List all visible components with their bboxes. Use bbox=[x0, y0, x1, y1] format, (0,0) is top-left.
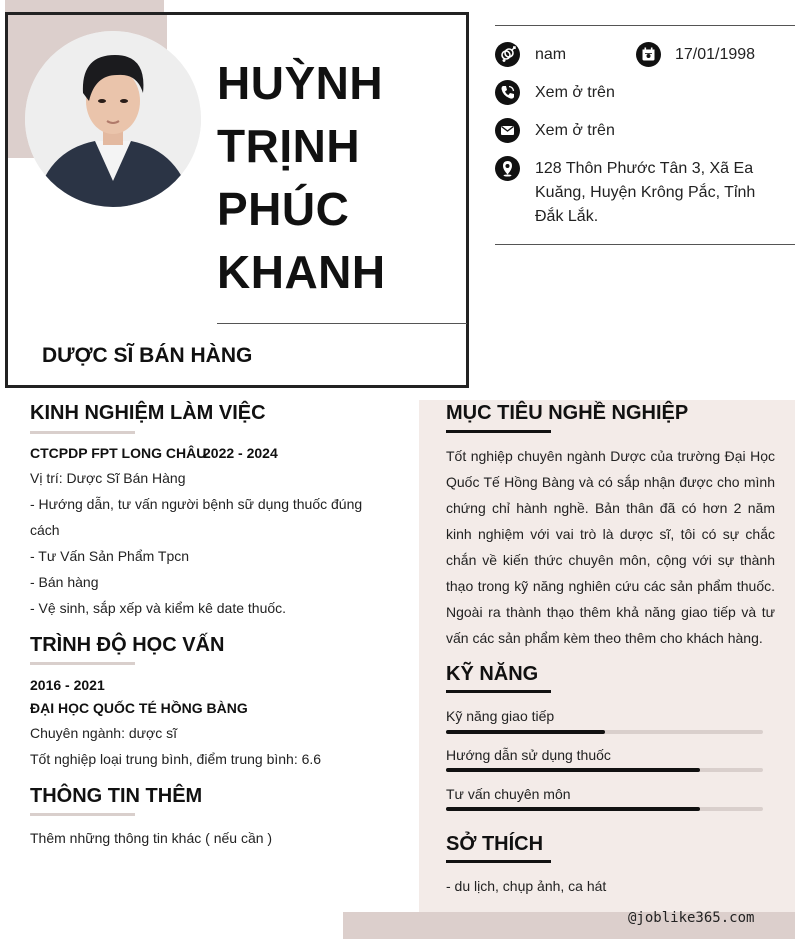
birthdate-value: 17/01/1998 bbox=[675, 46, 756, 63]
name-line: KHANH bbox=[217, 246, 386, 298]
email-value: Xem ở trên bbox=[535, 122, 615, 139]
skill-bar-fill bbox=[446, 807, 700, 811]
contact-divider-top bbox=[495, 25, 795, 26]
extra-title: THÔNG TIN THÊM bbox=[30, 785, 203, 807]
skill-bar-fill bbox=[446, 730, 605, 734]
skill-label: Tư vấn chuyên môn bbox=[446, 786, 571, 802]
avatar bbox=[25, 31, 201, 207]
experience-line: cách bbox=[30, 522, 60, 538]
skill-bar bbox=[446, 807, 763, 811]
experience-line: - Vệ sinh, sắp xếp và kiểm kê date thuốc. bbox=[30, 600, 287, 616]
name-line: HUỲNH bbox=[217, 57, 384, 109]
experience-line: - Tư Vấn Sản Phẩm Tpcn bbox=[30, 548, 190, 564]
education-line: Tốt nghiệp loại trung bình, điểm trung bình: 6.6 bbox=[30, 751, 322, 767]
education-period: 2016 - 2021 bbox=[30, 677, 105, 693]
education-title: TRÌNH ĐỘ HỌC VẤN bbox=[30, 634, 225, 656]
extra-text: Thêm những thông tin khác ( nếu cần ) bbox=[30, 830, 273, 846]
watermark: @joblike365.com bbox=[628, 910, 755, 926]
skill-bar-fill bbox=[446, 768, 700, 772]
education-line: Chuyên ngành: dược sĩ bbox=[30, 725, 177, 741]
name-line: TRỊNH bbox=[217, 120, 361, 172]
objective-title: MỤC TIÊU NGHỀ NGHIỆP bbox=[446, 402, 689, 424]
section-underline bbox=[446, 690, 551, 693]
skill-bar bbox=[446, 768, 763, 772]
skill-bar bbox=[446, 730, 763, 734]
experience-line: - Bán hàng bbox=[30, 574, 99, 590]
objective-text: Tốt nghiệp chuyên ngành Dược của trường Đại Học Quốc Tế Hồng Bàng và có sắp nhận được cho mình chứng chỉ hành nghề. Bản thân đã có hơn 2 năm kinh nghiệm với vai trò là dược sĩ, tôi có sự chắc chắn về kiến thức chuyên môn, cộng với sự thành thạo trong kỹ năng nghiên cứu các sản phẩm thuốc. Ngoài ra thành thạo thêm khả năng giao tiếp và tư vấn các sản phẩm kèm theo thêm cho khách hàng. bbox=[446, 448, 775, 646]
experience-company: CTCPDP FPT LONG CHÂU bbox=[30, 445, 207, 461]
job-title: DƯỢC SĨ BÁN HÀNG bbox=[42, 344, 253, 367]
section-underline bbox=[30, 431, 135, 434]
calendar-icon bbox=[636, 42, 661, 67]
skill-label: Kỹ năng giao tiếp bbox=[446, 708, 555, 724]
avatar-photo bbox=[25, 31, 201, 207]
address-line: 128 Thôn Phước Tân 3, Xã Ea bbox=[535, 160, 754, 177]
section-underline bbox=[30, 662, 135, 665]
hobbies-text: - du lịch, chụp ảnh, ca hát bbox=[446, 878, 607, 894]
hobbies-title: SỞ THÍCH bbox=[446, 833, 544, 855]
experience-period: 2022 - 2024 bbox=[203, 445, 278, 461]
education-school: ĐẠI HỌC QUỐC TÉ HỒNG BÀNG bbox=[30, 700, 248, 716]
gender-value: nam bbox=[535, 46, 567, 63]
phone-value: Xem ở trên bbox=[535, 84, 615, 101]
location-icon bbox=[495, 156, 520, 181]
name-divider bbox=[217, 323, 467, 324]
email-icon bbox=[495, 118, 520, 143]
experience-line: Vị trí: Dược Sĩ Bán Hàng bbox=[30, 470, 186, 486]
section-underline bbox=[30, 813, 135, 816]
phone-icon bbox=[495, 80, 520, 105]
contact-divider-bottom bbox=[495, 244, 795, 245]
address-line: Đắk Lắk. bbox=[535, 208, 599, 225]
gender-icon bbox=[495, 42, 520, 67]
section-underline bbox=[446, 860, 551, 863]
skill-label: Hướng dẫn sử dụng thuốc bbox=[446, 747, 611, 763]
experience-line: - Hướng dẫn, tư vấn người bệnh sữ dụng thuốc đúng bbox=[30, 496, 363, 512]
name-line: PHÚC bbox=[217, 183, 350, 235]
section-underline bbox=[446, 430, 551, 433]
full-name bbox=[217, 52, 386, 304]
address-line: Kuăng, Huyện Krông Pắc, Tỉnh bbox=[535, 184, 756, 201]
experience-title: KINH NGHIỆM LÀM VIỆC bbox=[30, 402, 266, 424]
skills-title: KỸ NĂNG bbox=[446, 663, 539, 685]
